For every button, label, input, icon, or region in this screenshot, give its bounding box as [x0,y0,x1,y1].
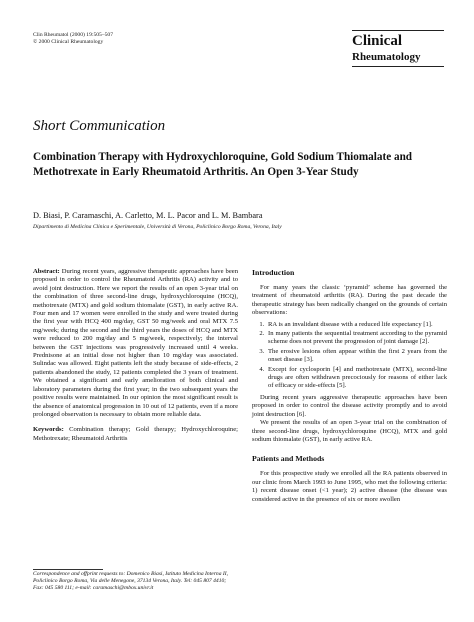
journal-rule-top [352,30,444,31]
article-title: Combination Therapy with Hydroxychloroquine, Gold Sodium Thiomalate and Methotrexate in Early Rheumatoid Arthritis. An Open 3-Year Study [33,151,413,178]
observation-item: 4. Except for cyclosporin [4] and methotrexate (MTX), second-line drugs are often withdrawn precociously for reasons of either lack of efficacy or side-effects [5]. [266,366,447,391]
section-type: Short Communication [33,118,166,134]
observation-item: 3. The erosive lesions often appear within the first 2 years from the onset disease [3]. [266,348,447,365]
journal-logo [352,30,444,67]
observation-item: 2. In many patients the sequential treatment according to the pyramid scheme does not prevent the progression of joint damage [2]. [266,330,447,347]
article-authors: D. Biasi, P. Caramaschi, A. Carletto, M. L. Pacor and L. M. Bambara [33,211,263,220]
copyright-line: © 2000 Clinical Rheumatology [33,39,104,46]
journal-rule-bottom [352,66,444,67]
citation-block [33,32,113,46]
keywords [33,426,238,443]
observations-list [252,321,447,391]
footnote-rule [33,569,103,570]
methods-heading: Patients and Methods [252,454,325,464]
keywords-text: Combination therapy; Gold therapy; Hydroxychloroquine; Methotrexate; Rheumatoid Arthritis [33,426,238,442]
right-column [252,268,447,504]
left-column [33,268,238,443]
introduction-paragraph-2: During recent years aggressive therapeutic approaches have been proposed in order to control the disease activity promptly and to avoid joint destruction [6]. [252,393,447,418]
introduction-paragraph-3: We present the results of an open 3-year trial on the combination of three second-line drugs, hydroxychloroquine (HCQ), MTX and gold sodium thiomalate (GST), in early active RA. [252,419,447,443]
citation-line: Clin Rheumatol (2000) 19:505–507 [33,32,114,38]
introduction-heading: Introduction [252,268,295,277]
journal-name-line2: Rheumatology [352,51,421,63]
keywords-label: Keywords: [33,426,64,434]
journal-name-line1: Clinical [352,33,403,49]
abstract [33,268,238,419]
methods-paragraph-1: For this prospective study we enrolled all the RA patients observed in our clinic from March 1993 to June 1995, who met the following criteria: 1) recent disease onset (<1 year); 2) active disease (the disease was considered active in the presence of six or more swollen [252,470,447,503]
abstract-text: During recent years, aggressive therapeutic approaches have been proposed in order to control the Rheumatoid Arthritis (RA) activity and to avoid joint destruction. Here we report the results of an open 3-year trial on the combination of three second-line drugs, hydroxychloroquine (HCQ), methotrexate (MTX) and gold sodium thiomalate (GST), in early active RA. Four men and 17 women were enrolled in the study and were treated during the first year with HCQ 400 mg/day, GST 50 mg/week and oral MTX 7.5 mg/week; during the second and the third years the doses of HCQ and MTX were reduced to 200 mg/day and 5 mg/week, respectively; the interval between the GST injections was progressively increased until 4 weeks. Prednisone at an initial dose not higher than 10 mg/day was associated. Sulindac was allowed. Eight patients left the study because of side-effects, 2 patients abandoned the study, 12 patients completed the 3 years of treatment. We obtained a significant and early amelioration of both clinical and laboratory parameters during the first year; in the two subsequent years the positive results were maintained. In our opinion the most significant result is the absence of anatomical progression in 10 out of 12 patients, even if a more prolonged observation is necessary to obtain more reliable data. [33,268,238,418]
article-affiliation: Dipartimento di Medicina Clinica e Sperimentale, Università di Verona, Policlinico Borgo Roma, Verona, Italy [33,224,282,230]
observation-item: 1. RA is an invalidant disease with a reduced life expectancy [1]. [266,321,447,329]
introduction-paragraph-1: For many years the classic ‘pyramid’ scheme has governed the treatment of rheumatoid arthritis (RA). During the past decade the therapeutic strategy has been radically changed on the grounds of certain observations: [252,284,447,317]
correspondence-footnote: Correspondence and offprint requests to: Domenico Biasi, Istituto Medicina Interna II, Policlinico Borgo Roma, Via delle Menegone, 37134 Verona, Italy. Tel: 045 807 4410; Fax: 045 580 111; e-mail: caramaschi@mbox.univr.it [33,571,229,591]
abstract-label: Abstract: [33,268,60,275]
